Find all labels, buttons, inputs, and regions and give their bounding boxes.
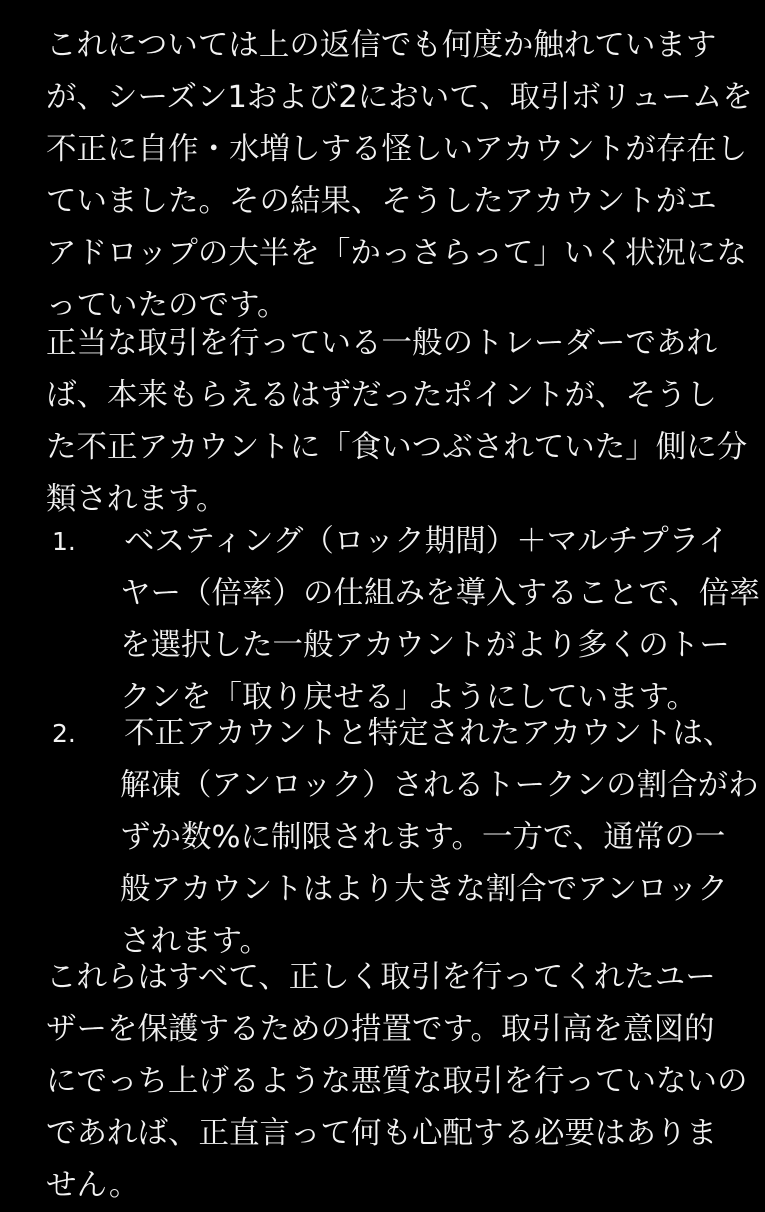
paragraph-line: ば、本来もらえるはずだったポイントが、そうし [46,378,717,413]
list-item-line: 般アカウントはより大きな割合でアンロック [120,872,728,907]
paragraph-line: ザーを保護するための措置です。取引高を意図的 [46,1012,715,1047]
paragraph-line: っていたのです。 [46,288,288,323]
list-item-number: 1. [52,527,76,556]
list-item-line: クンを「取り戻せる」ようにしています。 [120,680,698,715]
paragraph-line: これらはすべて、正しく取引を行ってくれたユー [46,960,716,995]
paragraph-line: 不正に自作・水増しする怪しいアカウントが存在し [46,132,748,167]
paragraph-line: ていました。その結果、そうしたアカウントがエ [46,184,717,219]
paragraph-line: これについては上の返信でも何度か触れています [46,28,717,63]
paragraph-line: 類されます。 [46,482,227,517]
list-item-line: 不正アカウントと特定されたアカウントは、 [124,716,734,751]
list-item-line: 解凍（アンロック）されるトークンの割合がわ [120,768,759,803]
list-item-number: 2. [52,719,76,748]
paragraph-line: であれば、正直言って何も心配する必要はありま [46,1116,717,1151]
list-item-line: ずか数%に制限されます。一方で、通常の一 [120,820,726,855]
list-item-line: ヤー（倍率）の仕組みを導入することで、倍率 [120,576,760,611]
list-item-line: されます。 [120,924,271,959]
paragraph-line: にでっち上げるような悪質な取引を行っていないの [46,1064,748,1099]
paragraph-line: が、シーズン1および2において、取引ボリュームを [46,80,753,115]
list-item-line: ベスティング（ロック期間）＋マルチプライ [124,524,729,559]
paragraph-line: た不正アカウントに「食いつぶされていた」側に分 [46,430,748,465]
list-item-line: を選択した一般アカウントがより多くのトー [120,628,730,663]
paragraph-line: せん。 [46,1168,140,1203]
paragraph-line: アドロップの大半を「かっさらって」いく状況にな [46,236,747,271]
paragraph-line: 正当な取引を行っている一般のトレーダーであれ [46,326,717,361]
